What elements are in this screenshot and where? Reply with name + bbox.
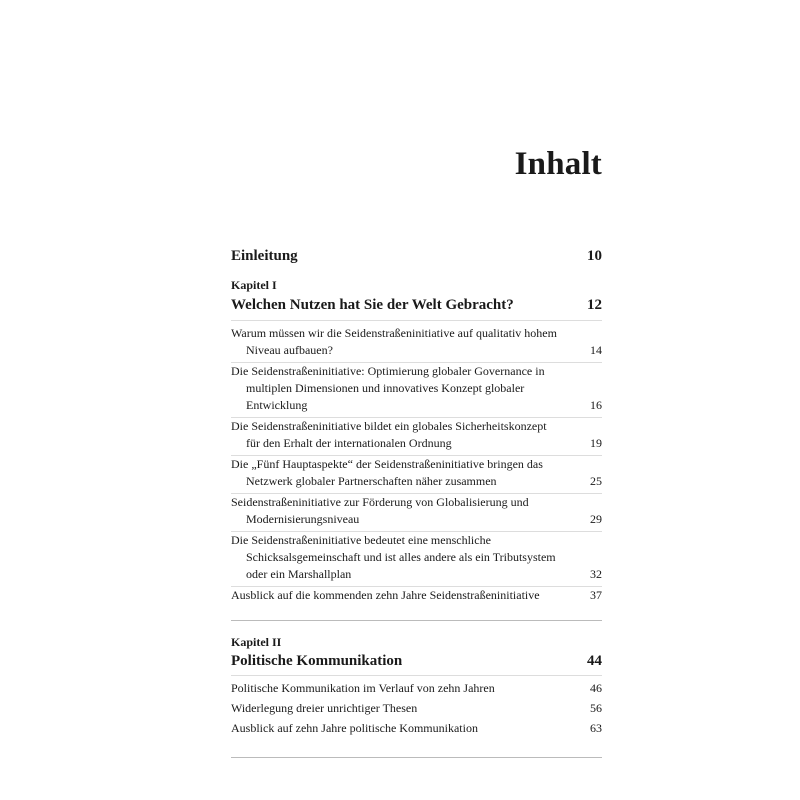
- entry-text: [231, 325, 584, 359]
- toc-entry[interactable]: [231, 494, 602, 528]
- entry-text: Widerlegung dreier unrichtiger Thesen: [231, 701, 418, 715]
- chapter-title-row[interactable]: [231, 295, 602, 315]
- entry-page: 32: [590, 567, 602, 581]
- intro-label: Einleitung: [231, 248, 298, 264]
- entry-text: [231, 418, 584, 452]
- entry-divider: [231, 531, 602, 532]
- entry-continuation: Modernisierungsniveau: [246, 512, 360, 526]
- entry-page: 16: [590, 398, 602, 412]
- entry-text: [231, 532, 584, 583]
- chapter-2: [231, 635, 602, 737]
- entry-text: [231, 587, 584, 604]
- toc-entry[interactable]: [231, 456, 602, 490]
- chapter-title: Welchen Nutzen hat Sie der Welt Gebracht?: [231, 297, 514, 313]
- entry-text: Politische Kommunikation im Verlauf von zehn Jahren: [231, 681, 495, 695]
- entry-continuation: Schicksalsgemeinschaft und ist alles andere als ein Tributsystem oder ein Marshallplan: [246, 550, 556, 581]
- entry-text: [231, 494, 584, 528]
- toc-entry[interactable]: [231, 680, 602, 697]
- toc-entry[interactable]: [231, 587, 602, 604]
- entry-page: 29: [590, 512, 602, 526]
- entry-page: 63: [590, 721, 602, 735]
- chapter-title-row[interactable]: [231, 651, 602, 671]
- chapter-underline: [231, 320, 602, 321]
- entry-page: 14: [590, 343, 602, 357]
- entry-divider: [231, 586, 602, 587]
- toc-entry[interactable]: [231, 532, 602, 583]
- entry-line: Die „Fünf Hauptaspekte“ der Seidenstraßeninitiative bringen das: [231, 457, 543, 471]
- entry-page: 56: [590, 701, 602, 715]
- entry-line: Die Seidenstraßeninitiative bildet ein globales Sicherheitskonzept: [231, 419, 547, 433]
- entry-continuation: Netzwerk globaler Partnerschaften näher zusammen: [246, 474, 497, 488]
- entry-divider: [231, 455, 602, 456]
- entry-text: [231, 456, 584, 490]
- toc-entry[interactable]: [231, 363, 602, 414]
- toc-entry[interactable]: [231, 720, 602, 737]
- chapter-label: Kapitel II: [231, 635, 282, 649]
- entry-divider: [231, 417, 602, 418]
- entry-line: Die Seidenstraßeninitiative bedeutet eine menschliche: [231, 533, 491, 547]
- table-of-contents: [231, 246, 602, 758]
- chapter-page: 44: [587, 653, 602, 669]
- entry-continuation: multiplen Dimensionen und innovatives Konzept globaler Entwicklung: [246, 381, 525, 412]
- page-title: Inhalt: [514, 146, 602, 182]
- toc-entry[interactable]: [231, 325, 602, 359]
- entry-continuation: Niveau aufbauen?: [246, 343, 333, 357]
- toc-intro-row[interactable]: [231, 246, 602, 266]
- entry-line: Warum müssen wir die Seidenstraßeninitiative auf qualitativ hohem: [231, 326, 557, 340]
- entry-page: 19: [590, 436, 602, 450]
- chapter-page: 12: [587, 297, 602, 313]
- chapter-title: Politische Kommunikation: [231, 653, 403, 669]
- toc-entry[interactable]: [231, 700, 602, 717]
- entry-line: Ausblick auf die kommenden zehn Jahre Seidenstraßeninitiative: [231, 588, 540, 602]
- intro-page: 10: [587, 248, 602, 264]
- chapter-label: Kapitel I: [231, 278, 277, 292]
- entry-text: [231, 363, 584, 414]
- entry-text: Ausblick auf zehn Jahre politische Kommunikation: [231, 721, 478, 735]
- chapter-separator: [231, 620, 602, 621]
- chapter-underline: [231, 675, 602, 676]
- entry-line: Seidenstraßeninitiative zur Förderung von Globalisierung und: [231, 495, 529, 509]
- entry-page: 25: [590, 474, 602, 488]
- toc-entry[interactable]: [231, 418, 602, 452]
- entry-page: 46: [590, 681, 602, 695]
- chapter-1: [231, 278, 602, 604]
- entry-line: Die Seidenstraßeninitiative: Optimierung globaler Governance in: [231, 364, 545, 378]
- entry-page: 37: [590, 588, 602, 602]
- entry-continuation: für den Erhalt der internationalen Ordnung: [246, 436, 452, 450]
- entry-divider: [231, 362, 602, 363]
- entry-divider: [231, 493, 602, 494]
- chapter-separator: [231, 757, 602, 758]
